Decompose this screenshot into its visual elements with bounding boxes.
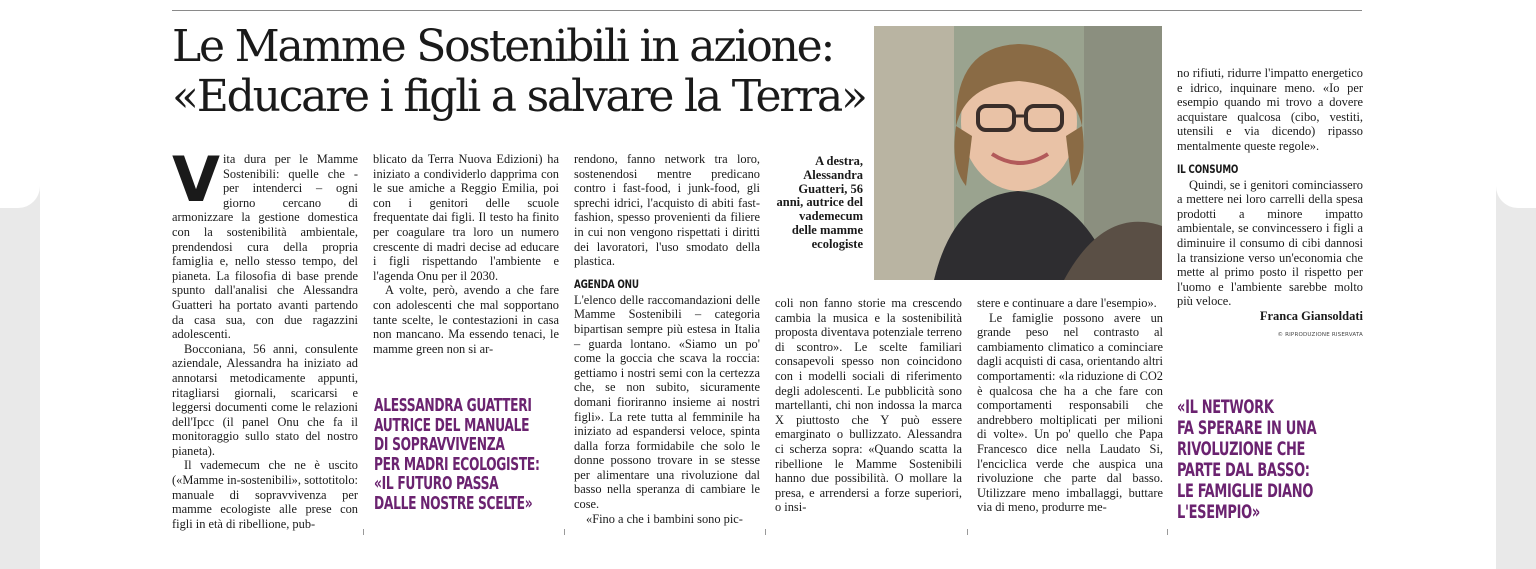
pull-quote-left: ALESSANDRA GUATTERI AUTRICE DEL MANUALE DI SOPRAVVIVENZA PER MADRI ECOLOGISTE: «IL FUTURO PASSA DALLE NOSTRE SCELTE» [374,396,540,514]
photo-caption: A destra, Alessandra Guatteri, 56 anni, autrice del vademecum delle mamme ecologiste [776,154,863,251]
column-divider [564,529,565,535]
author-signature: Franca Giansoldati [1259,308,1363,323]
copyright-notice: © RIPRODUZIONE RISERVATA [1277,331,1363,338]
subhead-agenda-onu: AGENDA ONU [574,276,639,291]
paragraph: rendono, fanno network tra loro, sostenendosi mentre predicano contro i fast-food, i junk-food, gli sprechi idrici, l'acquisto di abiti fast-fashion, spesso provenienti da filiere in cui non vengono rispettati i diritti dei lavoratori, l'uso smodato della plastica. [574,152,760,269]
pull-quote-right: «IL NETWORK FA SPERARE IN UNA RIVOLUZIONE CHE PARTE DAL BASSO: LE FAMIGLIE DIANO L'ESEMPIO» [1177,397,1317,523]
column-4 [775,296,962,515]
paragraph [172,143,358,342]
right-panel-edge [1496,0,1536,208]
column-1 [172,143,358,531]
headline-line-2: «Educare i figli a salvare la Terra» [172,71,866,122]
column-5 [977,296,1163,515]
newspaper-page [40,0,1496,569]
column-divider [967,529,968,535]
paragraph: A volte, però, avendo a che fare con adolescenti che mal sopportano tante scelte, le contestazioni in casa non mancano. Ma essendo tenaci, le mamme green non si ar- [373,283,559,356]
paragraph: Le famiglie possono avere un grande peso nel contrasto al cambiamento climatico a cominciare dagli acquisti di casa, orientando altri comportamenti: «la riduzione di CO2 è qualcosa che ha a che fare con comportamenti responsabili che andrebbero moltiplicati per milioni di volte». Un po' quello che Papa Francesco dice nella Laudato Si, l'enciclica verde che auspica una rivoluzione che parte dal basso. Utilizzare meno imballaggi, buttare via di meno, produrre me- [977,310,1163,515]
column-3 [574,152,760,526]
drop-cap: V [172,143,220,216]
paragraph: stere e continuare a dare l'esempio». [977,296,1157,310]
column-6 [1177,66,1363,342]
paragraph: Quindi, se i genitori cominciassero a mettere nei loro carrelli della spesa prodotti a minore impatto ambientale, se convincessero i figli a diminuire il consumo di cibi dannosi la transizione verso un'economia che mette al primo posto il rispetto per l'uomo e l'ambiente sarebbe molto più veloce. [1177,177,1363,309]
column-divider [1167,529,1168,535]
paragraph: «Fino a che i bambini sono pic- [586,511,743,526]
top-rule [172,10,1362,11]
portrait-illustration [874,26,1162,280]
column-divider [363,529,364,535]
paragraph: Il vademecum che ne è uscito («Mamme in-sostenibili», sottotitolo: manuale di sopravvivenza per mamme ecologiste alle prese con figli in età di ribellione, pub- [172,458,358,531]
headline [172,22,872,122]
subhead-il-consumo: IL CONSUMO [1177,161,1239,176]
portrait-photo [874,26,1162,280]
paragraph: L'elenco delle raccomandazioni delle Mamme Sostenibili – categoria bipartisan sempre più estesa in Italia – guarda lontano. «Siamo un po' come la goccia che scava la roccia: gettiamo i nostri semi con la certezza che, se non subito, sicuramente domani fioriranno insieme ai nostri figli». La rete tutta al femminile ha iniziato ad espandersi veloce, spinta dalla forza formidabile che solo le donne possono trovare in se stesse per alimentare una rivoluzione dal basso nella speranza di cambiare le cose. [574,292,760,512]
column-2 [373,152,559,356]
headline-line-1: Le Mamme Sostenibili in azione: [172,21,834,72]
paragraph: coli non fanno storie ma crescendo cambia la musica e la sostenibilità proposta diventava potenziale terreno di scontro». Le scelte familiari consapevoli spesso non coincidono con i modelli sociali di riferimento degli adolescenti. Le pubblicità sono martellanti, chi non indossa la marca X piuttosto che Y può essere emarginato o bullizzato. Alessandra ci scherza sopra: «Quando scatta la ribellione le Mamme Sostenibili hanno due possibilità. O mollare la presa, e arrendersi a forze superiori, o insi- [775,296,962,515]
paragraph: blicato da Terra Nuova Edizioni) ha iniziato a condividerlo dapprima con le sue amiche a Reggio Emilia, poi con i genitori delle scuole frequentate dai figli. Il testo ha finito per coagulare tra loro un numero crescente di madri decise ad educare i figli rispettando l'ambiente e l'agenda Onu per il 2030. [373,152,559,283]
paragraph: Bocconiana, 56 anni, consulente aziendale, Alessandra ha iniziato ad annotarsi metodicamente appunti, ritagliarsi giornali, scaricarsi e leggersi documenti come le relazioni dell'Ipcc (il panel Onu che fa il monitoraggio sullo stato del nostro pianeta). [172,341,358,458]
left-panel-edge [0,0,40,208]
paragraph: no rifiuti, ridurre l'impatto energetico e idrico, inquinare meno. «Io per esempio quando mi trovo a dovere acquistare qualcosa (cibo, vestiti, utensili e via dicendo) ripasso mentalmente queste regole». [1177,66,1363,153]
paragraph-text: ita dura per le Mamme Sostenibili: quelle che - per intenderci – ogni giorno cercano di armonizzare la gestione domestica con la sostenibilità ambientale, prendendosi cura della propria famiglia e, nello stesso tempo, del pianeta. La filosofia di base prende spunto dall'analisi che Alessandra Guatteri ha portato avanti partendo da casa sua, con due ragazzini adolescenti. [172,152,358,342]
column-divider [765,529,766,535]
